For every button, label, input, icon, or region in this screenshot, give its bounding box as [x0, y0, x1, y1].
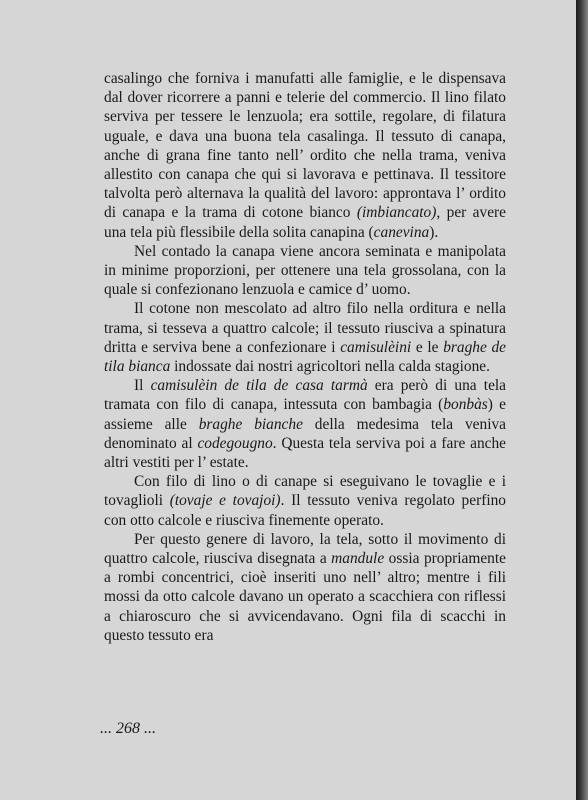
text-run: , per avere una tela più flessibile della solita canapina (	[104, 204, 506, 241]
text-run: . Questa tela serviva poi a fare anche altri vestiti per l’ estate.	[104, 434, 506, 472]
italic-term: braghe bianche	[198, 415, 303, 433]
italic-term: (tovaje e tovajoi)	[169, 492, 281, 510]
body-text	[104, 69, 506, 645]
paragraph	[104, 299, 506, 376]
paragraph	[104, 242, 506, 300]
paragraph	[104, 376, 506, 472]
text-run: e le	[411, 338, 444, 356]
page-number: ... 268 ...	[100, 720, 156, 737]
paragraph	[104, 472, 506, 530]
italic-term: canevina	[373, 223, 430, 241]
italic-term: braghe de tila bianca	[104, 338, 507, 376]
italic-term: codegougno	[197, 434, 273, 452]
text-run: era però di una tela tramata con filo di canapa, intessuta con bambagia (	[104, 377, 507, 414]
italic-term: mandule	[331, 550, 385, 568]
book-spine-edge	[576, 0, 588, 800]
italic-term: camisulèin de tila de casa tarmà	[150, 377, 368, 395]
text-run: Il	[134, 377, 151, 395]
text-run: Il cotone non mescolato ad altro filo nella orditura e nella trama, si tesseva a quattro calcole; il tessuto riusciva a spinatura dritta e serviva bene a confezionare i	[104, 300, 506, 356]
text-run: . Il tessuto veniva regolato perfino con otto calcole e riusciva finemente operato.	[104, 492, 506, 529]
italic-term: (imbiancato)	[356, 204, 437, 222]
text-run: indossate dai nostri agricoltori nella calda stagione.	[170, 358, 490, 376]
text-run: Nel contado la canapa viene ancora seminata e manipolata in minime proporzioni, per ottenere una tela grossolana, con la quale si confezionano lenzuola e camice d’ uomo.	[104, 242, 506, 299]
text-run: ) e assieme alle	[104, 396, 506, 433]
text-run: della medesima tela veniva denominato al	[104, 415, 507, 452]
text-run: Con filo di lino o di canape si eseguivano le tovaglie e i tovaglioli	[104, 473, 506, 510]
paragraph	[104, 69, 506, 242]
italic-term: camisulèini	[340, 338, 412, 356]
text-run: ).	[429, 223, 439, 241]
paragraph	[104, 530, 506, 645]
text-run: ossia propriamente a rombi concentrici, cioè inseriti uno nell’ altro; mentre i fili mossi da otto calcole davano un operato a scacchiera con riflessi a chiaroscuro che si avvicendavano. Ogni fila di scacchi in questo tessuto era	[104, 550, 506, 644]
text-run: Per questo genere di lavoro, la tela, sotto il movimento di quattro calcole, riusciva disegnata a	[104, 530, 506, 568]
text-run: casalingo che forniva i manufatti alle famiglie, e le dispensava dal dover ricorrere a panni e telerie del commercio. Il lino filato serviva per tessere le lenzuola; era sottile, regolare, di filatura uguale, e dava una buona tela casalinga. Il tessuto di canapa, anche di grana fine tanto nell’ ordito che nella trama, veniva allestito con canapa che qui si lavorava e pettinava. Il tessitore talvolta però alternava la qualità del lavoro: approntava l’ ordito di canapa e la trama di cotone bianco	[104, 70, 506, 222]
italic-term: bonbàs	[443, 396, 488, 414]
